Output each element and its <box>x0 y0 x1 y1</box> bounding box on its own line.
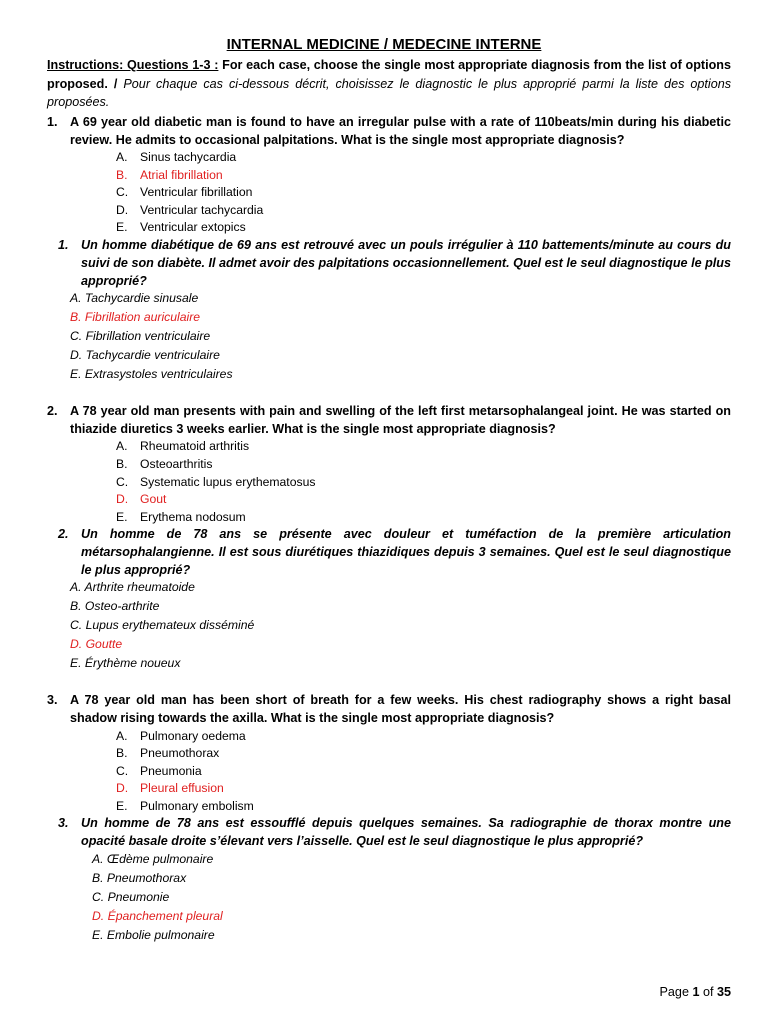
question-3-french-text: Un homme de 78 ans est essoufflé depuis quelques semaines. Sa radiographie de thorax montre une opacité basale droite s’élevant vers l’aisselle. Quel est le seul diagnostique le plus approprié? <box>81 816 731 848</box>
instructions-english: For each case, choose the single most appropriate diagnosis from the list of options proposed. / <box>47 58 731 91</box>
question-2-french-text: Un homme de 78 ans se présente avec douleur et tuméfaction de la première articulation métarsophalangienne. Il est sous diurétiques thiazidiques depuis 3 semaines. Quel est le seul diagnostique le plus approprié? <box>81 527 731 577</box>
question-1-french-option-a: A. Tachycardie sinusale <box>70 291 199 305</box>
question-1-french-option-e: E. Extrasystoles ventriculaires <box>70 367 233 381</box>
instructions-french: Pour chaque cas ci-dessous décrit, choisissez le diagnostic le plus approprié parmi la liste des options proposées. <box>47 76 731 109</box>
question-2-french-option-c: C. Lupus erythemateux disséminé <box>70 618 255 632</box>
question-1-number: 1. <box>47 115 58 129</box>
question-2-number: 2. <box>47 404 58 418</box>
question-2-french-option-d-answer: D. Goutte <box>70 637 123 651</box>
question-2-option-b: B. Osteoarthritis <box>116 457 213 471</box>
question-1-french-option-d: D. Tachycardie ventriculaire <box>70 348 220 362</box>
question-2-french-option-b: B. Osteo-arthrite <box>70 599 160 613</box>
question-3-number: 3. <box>47 693 58 707</box>
question-3-option-d-answer: D. Pleural effusion <box>116 781 224 795</box>
question-2-french-option-e: E. Érythème noueux <box>70 656 181 670</box>
question-1-french-option-c: C. Fibrillation ventriculaire <box>70 329 211 343</box>
question-2-option-d-answer: D. Gout <box>116 492 167 506</box>
instructions-label: Instructions: Questions 1-3 : <box>47 58 219 72</box>
question-1-french-option-b-answer: B. Fibrillation auriculaire <box>70 310 201 324</box>
page-number: Page 1 of 35 <box>659 985 731 999</box>
question-3-text: A 78 year old man has been short of breath for a few weeks. His chest radiography shows a right basal shadow rising towards the axilla. What is the single most appropriate diagnosis? <box>70 693 731 725</box>
question-3-french-option-b: B. Pneumothorax <box>92 871 187 885</box>
question-1-option-d: D. Ventricular tachycardia <box>116 203 264 217</box>
question-2-text: A 78 year old man presents with pain and swelling of the left first metarsophalangeal joint. He was started on thiazide diuretics 3 weeks earlier. What is the single most appropriate diagnosis? <box>70 404 731 436</box>
question-1-option-b-answer: B. Atrial fibrillation <box>116 168 223 182</box>
question-2-option-a: A. Rheumatoid arthritis <box>116 439 250 453</box>
question-2-option-e: E. Erythema nodosum <box>116 510 246 524</box>
question-2-french-number: 2. <box>58 527 69 541</box>
question-1-option-a: A. Sinus tachycardia <box>116 150 237 164</box>
question-3-option-a: A. Pulmonary oedema <box>116 729 246 743</box>
question-2-option-c: C. Systematic lupus erythematosus <box>116 475 316 489</box>
question-3-french-number: 3. <box>58 816 69 830</box>
question-3-french-option-e: E. Embolie pulmonaire <box>92 928 215 942</box>
question-3-option-c: C. Pneumonia <box>116 764 202 778</box>
question-3-french-option-a: A. Œdème pulmonaire <box>92 852 214 866</box>
question-3-french-option-c: C. Pneumonie <box>92 890 170 904</box>
page-title: INTERNAL MEDICINE / MEDECINE INTERNE <box>226 36 542 53</box>
question-1-french-text: Un homme diabétique de 69 ans est retrouvé avec un pouls irrégulier à 110 battements/minute au cours du suivi de son diabète. Il admet avoir des palpitations occasionnellement. Quel est le seul diagnostique le plus approprié? <box>81 238 731 288</box>
instructions <box>47 56 731 112</box>
question-3-option-b: B. Pneumothorax <box>116 746 220 760</box>
question-2-french-option-a: A. Arthrite rheumatoide <box>70 580 195 594</box>
question-3-option-e: E. Pulmonary embolism <box>116 799 254 813</box>
question-1-french-number: 1. <box>58 238 69 252</box>
question-1-option-c: C. Ventricular fibrillation <box>116 185 253 199</box>
question-1-option-e: E. Ventricular extopics <box>116 220 246 234</box>
question-3-french-option-d-answer: D. Épanchement pleural <box>92 909 223 923</box>
question-1-text: A 69 year old diabetic man is found to have an irregular pulse with a rate of 110beats/min during his diabetic review. He admits to occasional palpitations. What is the single most appropriate diagnosis? <box>70 115 731 147</box>
